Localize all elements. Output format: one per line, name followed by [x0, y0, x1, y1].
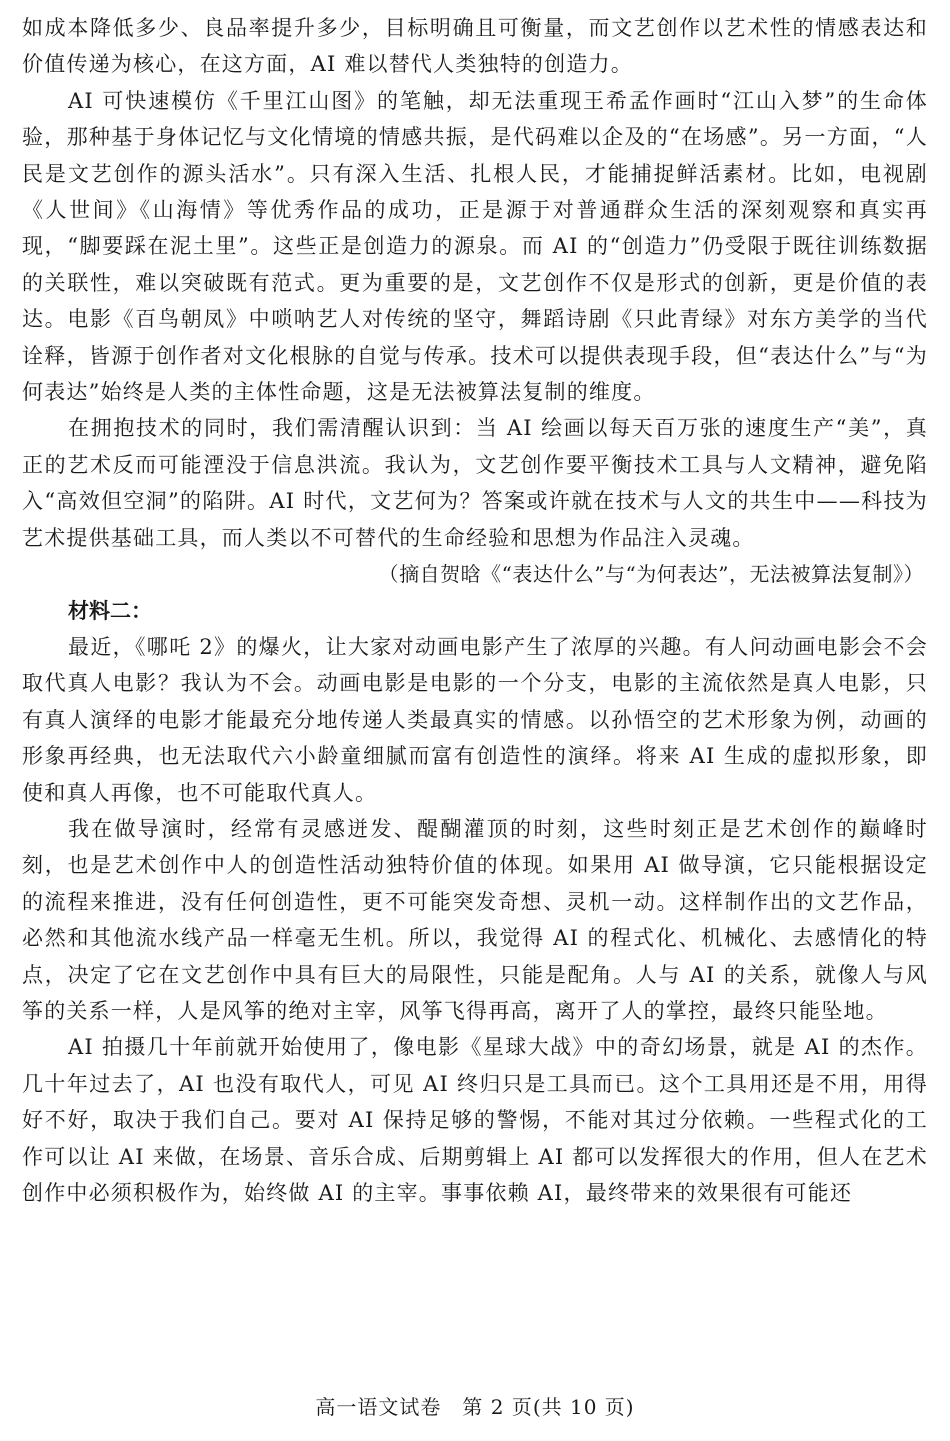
paragraph-continuation: 如成本降低多少、良品率提升多少，目标明确且可衡量，而文艺创作以艺术性的情感表达和价值传递为核心，在这方面，AI 难以替代人类独特的创造力。 [22, 16, 928, 77]
paragraph-embrace-technology: 在拥抱技术的同时，我们需清醒认识到：当 AI 绘画以每天百万张的速度生产“美”，真正的艺术反而可能湮没于信息洪流。我认为，文艺创作要平衡技术工具与人文精神，避免陷入“高效但空洞”的陷阱。AI 时代，文艺何为？答案或许就在技术与人文的共生中——科技为艺术提供基础工具，而人类以不可替代的生命经验和思想为作品注入灵魂。 [22, 416, 928, 550]
material2-heading: 材料二： [68, 598, 152, 623]
paragraph-director: 我在做导演时，经常有灵感迸发、醍醐灌顶的时刻，这些时刻正是艺术创作的巅峰时刻，也是艺术创作中人的创造性活动独特价值的体现。如果用 AI 做导演，它只能根据设定的流程来推进，没有任何创造性，更不可能突发奇想、灵机一动。这样制作出的文艺作品，必然和其他流水线产品一样毫无生机。所以，我觉得 AI 的程式化、机械化、去感情化的特点，决定了它在文艺创作中具有巨大的局限性，只能是配角。人与 AI 的关系，就像人与风筝的关系一样，人是风筝的绝对主宰，风筝飞得再高，离开了人的掌控，最终只能坠地。 [22, 816, 928, 1023]
source-citation: （摘自贺晗《“表达什么”与“为何表达”，无法被算法复制》） [378, 562, 924, 587]
paragraph-ai-tool: AI 拍摄几十年前就开始使用了，像电影《星球大战》中的奇幻场景，就是 AI 的杰作。几十年过去了，AI 也没有取代人，可见 AI 终归只是工具而已。这个工具用还是不用，用得好不好，取决于我们自己。要对 AI 保持足够的警惕，不能对其过分依赖。一些程式化的工作可以让 AI 来做，在场景、音乐合成、后期剪辑上 AI 都可以发挥很大的作用，但人在艺术创作中必须积极作为，始终做 AI 的主宰。事事依赖 AI，最终带来的效果很有可能还 [22, 1035, 928, 1205]
page-footer: 高一语文试卷 第 2 页(共 10 页) [315, 1395, 635, 1419]
paragraph-ai-imitation: AI 可快速模仿《千里江山图》的笔触，却无法重现王希孟作画时“江山入梦”的生命体验，那种基于身体记忆与文化情境的情感共振，是代码难以企及的“在场感”。另一方面，“人民是文艺创作的源头活水”。只有深入生活、扎根人民，才能捕捉鲜活素材。比如，电视剧《人世间》《山海情》等优秀作品的成功，正是源于对普通群众生活的深刻观察和真实再现，“脚要踩在泥土里”。这些正是创造力的源泉。而 AI 的“创造力”仍受限于既往训练数据的关联性，难以突破既有范式。更为重要的是，文艺创作不仅是形式的创新，更是价值的表达。电影《百鸟朝凤》中唢呐艺人对传统的坚守，舞蹈诗剧《只此青绿》对东方美学的当代诠释，皆源于创作者对文化根脉的自觉与传承。技术可以提供表现手段，但“表达什么”与“为何表达”始终是人类的主体性命题，这是无法被算法复制的维度。 [22, 88, 928, 405]
paragraph-nezha: 最近，《哪吒 2》的爆火，让大家对动画电影产生了浓厚的兴趣。有人问动画电影会不会取代真人电影？我认为不会。动画电影是电影的一个分支，电影的主流依然是真人电影，只有真人演绎的电影才能最充分地传递人类最真实的情感。以孙悟空的艺术形象为例，动画的形象再经典，也无法取代六小龄童细腻而富有创造性的演绎。将来 AI 生成的虚拟形象，即使和真人再像，也不可能取代真人。 [22, 634, 928, 805]
document-page [22, 10, 928, 1211]
